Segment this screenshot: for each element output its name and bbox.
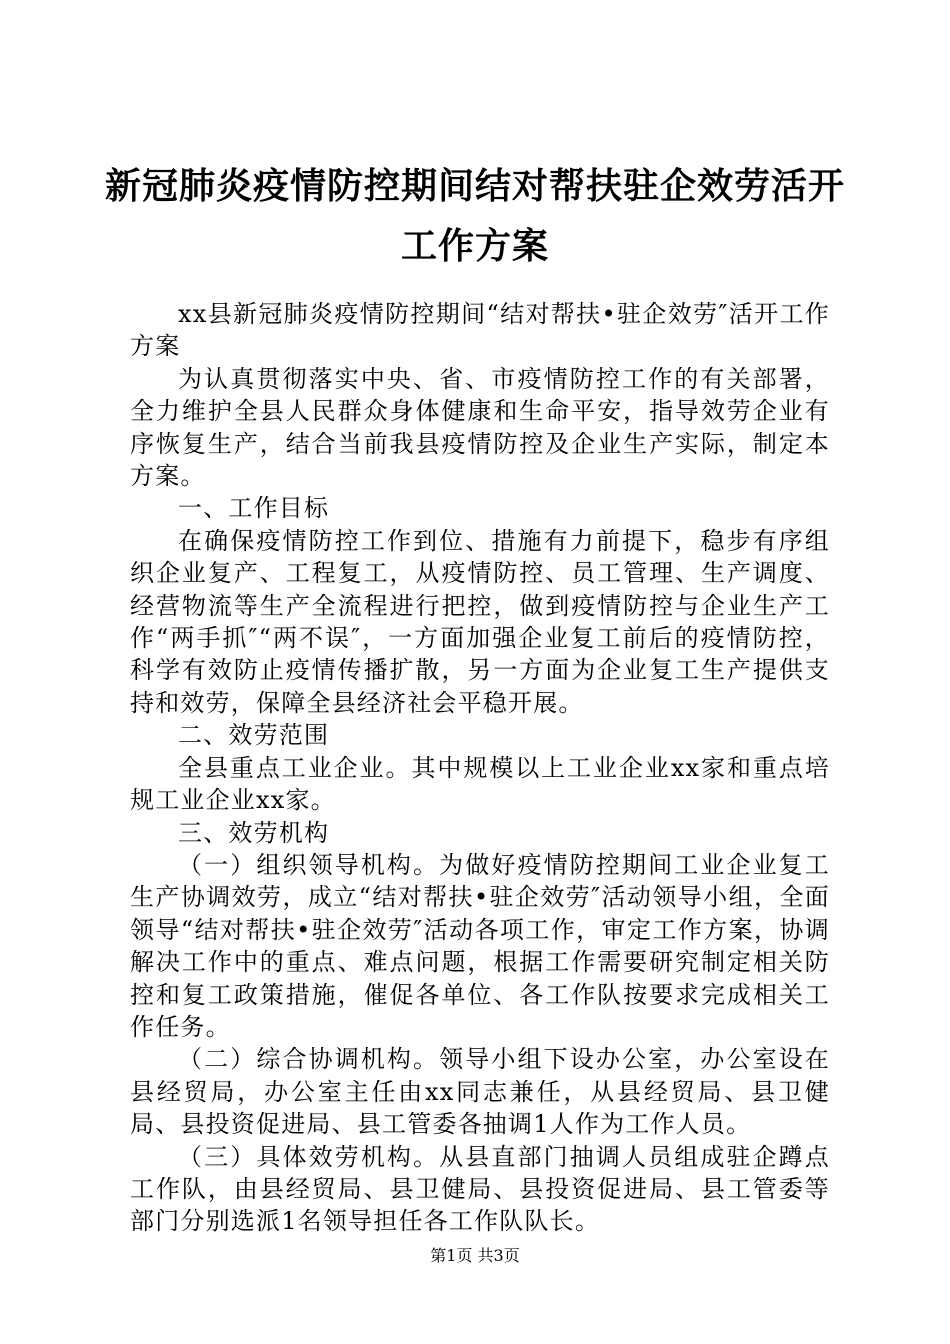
section-heading-organization: 三、效劳机构 — [178, 818, 330, 847]
section-heading-goals: 一、工作目标 — [178, 494, 330, 523]
document-body — [130, 298, 830, 1238]
service-teams-paragraph: （三）具体效劳机构。从县直部门抽调人员组成驻企蹲点工作队，由县经贸局、县卫健局、县投资促进局、县工管委等部门分别选派1名领导担任各工作队队长。 — [130, 1142, 830, 1236]
section-heading-scope: 二、效劳范围 — [178, 721, 330, 750]
page-number-footer: 第1页 共3页 — [430, 1246, 520, 1265]
intro-paragraph: 为认真贯彻落实中央、省、市疫情防控工作的有关部署，全力维护全县人民群众身体健康和生命平安，指导效劳企业有序恢复生产，结合当前我县疫情防控及企业生产实际，制定本方案。 — [130, 364, 830, 491]
goals-paragraph: 在确保疫情防控工作到位、措施有力前提下，稳步有序组织企业复产、工程复工，从疫情防控、员工管理、生产调度、经营物流等生产全流程进行把控，做到疫情防控与企业生产工作“两手抓″“两不误″，一方面加强企业复工前后的疫情防控，科学有效防止疫情传播扩散，另一方面为企业复工生产提供支持和效劳，保障全县经济社会平稳开展。 — [130, 526, 830, 717]
document-title-line-1: 新冠肺炎疫情防控期间结对帮扶驻企效劳活开 — [104, 165, 845, 207]
leadership-paragraph: （一）组织领导机构。为做好疫情防控期间工业企业复工生产协调效劳，成立“结对帮扶•驻企效劳″活动领导小组，全面领导“结对帮扶•驻企效劳″活动各项工作，审定工作方案，协调解决工作中的重点、难点问题，根据工作需要研究制定相关防控和复工政策措施，催促各单位、各工作队按要求完成相关工作任务。 — [130, 850, 830, 1041]
document-title-line-2: 工作方案 — [400, 225, 549, 267]
coordination-paragraph: （二）综合协调机构。领导小组下设办公室，办公室设在县经贸局，办公室主任由xx同志兼任，从县经贸局、县卫健局、县投资促进局、县工管委各抽调1人作为工作人员。 — [130, 1045, 830, 1139]
scope-paragraph: 全县重点工业企业。其中规模以上工业企业xx家和重点培规工业企业xx家。 — [130, 753, 830, 815]
plan-subtitle: xx县新冠肺炎疫情防控期间“结对帮扶•驻企效劳″活开工作方案 — [130, 300, 830, 361]
